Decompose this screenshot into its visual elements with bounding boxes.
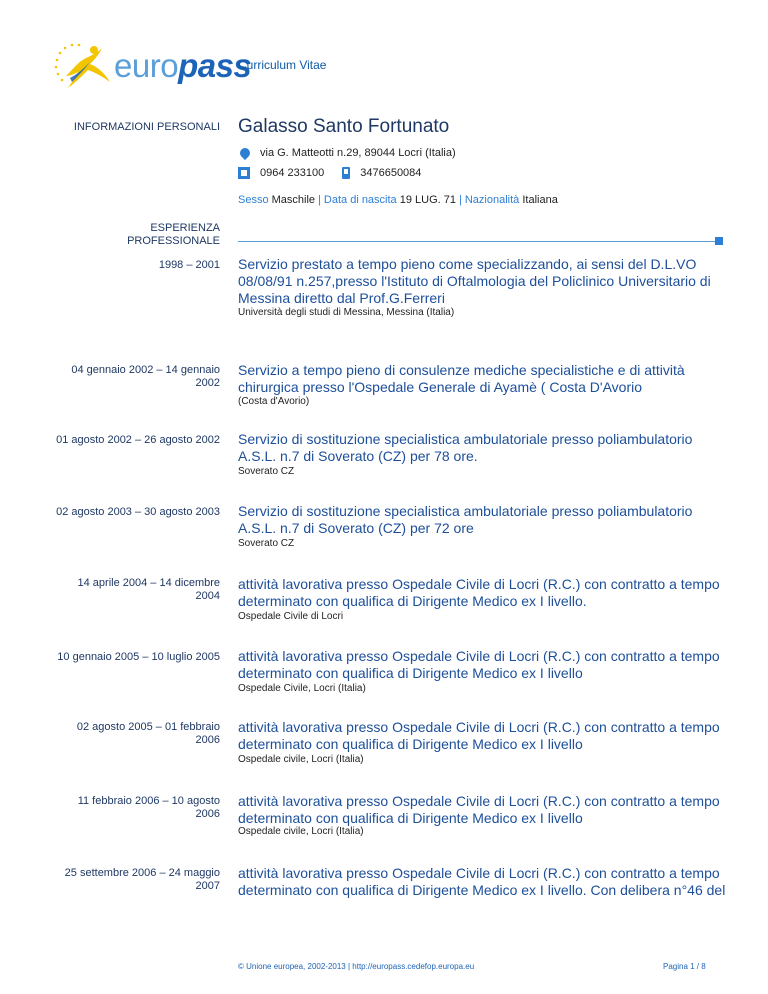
entry-date-line: 2004 (195, 590, 220, 602)
entry-date (65, 867, 220, 893)
address-text: via G. Matteotti n.29, 89044 Locri (Italia) (260, 147, 456, 159)
sex-label: Sesso (238, 194, 269, 206)
entry-title: Servizio a tempo pieno di consulenze mediche specialistiche e di attività chirurgica presso l'Ospedale Generale di Ayamè ( Costa D'Avorio (238, 362, 685, 395)
entry-org: Soverato CZ (238, 466, 295, 477)
entry-org: Ospedale civile, Locri (Italia) (238, 754, 364, 765)
entry-date (77, 721, 220, 747)
address-row (238, 147, 456, 159)
europass-logo (48, 38, 252, 94)
entry-date-line: 2006 (195, 808, 220, 820)
section-divider (238, 241, 715, 242)
entry-title: attività lavorativa presso Ospedale Civile di Locri (R.C.) con contratto a tempo determinato con qualifica di Dirigente Medico ex I livello (238, 648, 720, 681)
mobile-text: 3476650084 (360, 167, 422, 179)
phone-text: 0964 233100 (260, 167, 325, 179)
nationality-value: Italiana (522, 194, 558, 206)
mobile-phone-icon (342, 167, 350, 179)
entry-title: attività lavorativa presso Ospedale Civile di Locri (R.C.) con contratto a tempo determinato con qualifica di Dirigente Medico ex I livello (238, 719, 720, 752)
entry-title: Servizio di sostituzione specialistica ambulatoriale presso poliambulatorio A.S.L. n.7 di Soverato (CZ) per 72 ore (238, 503, 693, 536)
entry-date-line: 2002 (195, 377, 220, 389)
footer-copyright: © Unione europea, 2002-2013 | http://europass.cedefop.europa.eu (238, 962, 475, 971)
entry-date-line: 11 febbraio 2006 – 10 agosto (77, 795, 220, 807)
entry-org: Soverato CZ (238, 538, 295, 549)
personal-details: Sesso Maschile | Data di nascita 19 LUG. 71 | Nazionalità Italiana (238, 194, 558, 206)
entry-org: Ospedale Civile di Locri (238, 611, 344, 622)
entry-title: attività lavorativa presso Ospedale Civile di Locri (R.C.) con contratto a tempo determinato con qualifica di Dirigente Medico ex I livello. (238, 576, 720, 609)
nationality-label: Nazionalità (464, 194, 520, 206)
entry-date (78, 577, 220, 603)
entry-date-line: 25 settembre 2006 – 24 maggio (64, 867, 220, 879)
entry-date-line: 2007 (195, 880, 220, 892)
phone-row (238, 167, 421, 179)
entry-date-line: 2006 (195, 734, 220, 746)
entry-title: Servizio di sostituzione specialistica ambulatoriale presso poliambulatorio A.S.L. n.7 di Soverato (CZ) per 78 ore. (238, 431, 693, 464)
location-pin-icon (238, 146, 252, 160)
sex-value: Maschile (271, 194, 316, 206)
document-title: Curriculum Vitae (238, 58, 327, 72)
section-label-experience-2: PROFESSIONALE (127, 235, 220, 247)
entry-date: 02 agosto 2003 – 30 agosto 2003 (56, 506, 220, 518)
entry-org: Ospedale civile, Locri (Italia) (238, 826, 364, 837)
telephone-icon (238, 167, 250, 179)
person-name: Galasso Santo Fortunato (238, 116, 450, 137)
europass-wordmark: europass (114, 47, 252, 84)
section-label-personal: INFORMAZIONI PERSONALI (73, 121, 220, 133)
page-number: Pagina 1 / 8 (663, 962, 706, 971)
entry-org: Università degli studi di Messina, Messina (Italia) (238, 307, 455, 318)
entry-date-line: 14 aprile 2004 – 14 dicembre (77, 577, 220, 589)
section-divider-marker (715, 237, 723, 245)
section-label-experience-1: ESPERIENZA (150, 222, 220, 234)
birth-value: 19 LUG. 71 (399, 194, 456, 206)
entry-org: (Costa d'Avorio) (238, 396, 310, 407)
entry-date: 1998 – 2001 (158, 259, 220, 271)
entry-date: 01 agosto 2002 – 26 agosto 2002 (56, 434, 220, 446)
entry-title: attività lavorativa presso Ospedale Civile di Locri (R.C.) con contratto a tempo determinato con qualifica di Dirigente Medico ex I livello. Con delibera n°46 del (238, 865, 726, 898)
birth-label: Data di nascita (323, 194, 397, 206)
europass-star-figure-icon (48, 38, 118, 94)
entry-title: attività lavorativa presso Ospedale Civile di Locri (R.C.) con contratto a tempo determinato con qualifica di Dirigente Medico ex I livello (238, 793, 720, 826)
entry-org: Ospedale Civile, Locri (Italia) (238, 683, 366, 694)
entry-title: Servizio prestato a tempo pieno come specializzando, ai sensi del D.L.VO 08/08/91 n.257,presso l'Istituto di Oftalmologia del Policlinico Universitario di Messina diretto dal Prof.G.Ferreri (238, 256, 711, 306)
entry-date-line: 04 gennaio 2002 – 14 gennaio (71, 364, 220, 376)
entry-date (71, 364, 220, 390)
entry-date-line: 02 agosto 2005 – 01 febbraio (76, 721, 220, 733)
entry-date: 10 gennaio 2005 – 10 luglio 2005 (57, 651, 220, 663)
entry-date (78, 795, 220, 821)
